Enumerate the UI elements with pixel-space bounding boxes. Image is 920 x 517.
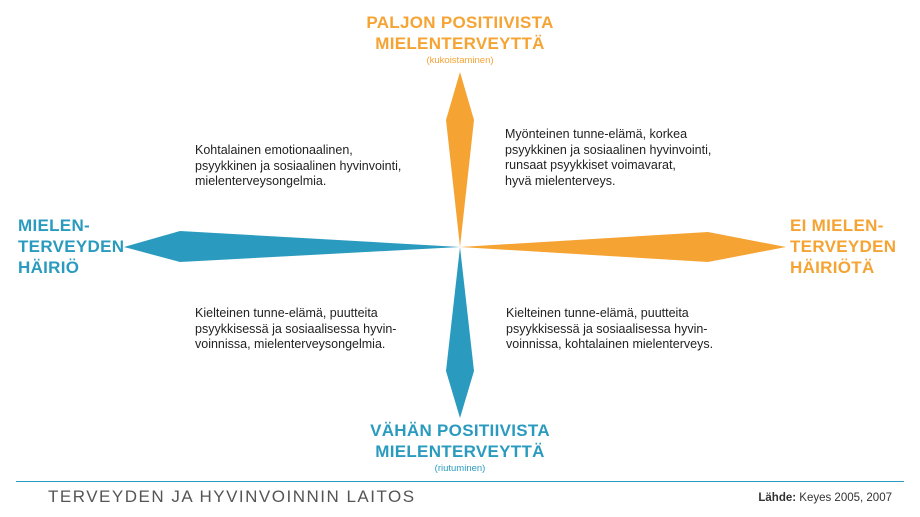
footer-source-label: Lähde: [758, 492, 797, 504]
footer-divider [16, 481, 904, 482]
footer-source-text: Keyes 2005, 2007 [796, 492, 892, 504]
footer-organization: TERVEYDEN JA HYVINVOINNIN LAITOS [48, 487, 416, 506]
quadrant-top-left-text: Kohtalainen emotionaalinen, psyykkinen ja sosiaalinen hyvinvointi, mielenterveysongelmia. [195, 143, 402, 189]
top-axis-title: PALJON POSITIIVISTA MIELENTERVEYTTÄ [366, 13, 554, 53]
bottom-axis-subtitle: (riutuminen) [434, 463, 486, 474]
left-arrow [124, 231, 460, 262]
right-axis-title: EI MIELEN- TERVEYDEN HÄIRIÖTÄ [790, 216, 897, 277]
footer-source [758, 492, 892, 504]
left-axis-title: MIELEN- TERVEYDEN HÄIRIÖ [18, 216, 125, 277]
quadrant-bottom-left-text: Kielteinen tunne-elämä, puutteita psyykkisessä ja sosiaalisessa hyvin- voinnissa, mielenterveysongelmia. [195, 306, 397, 352]
right-arrow [460, 232, 786, 262]
top-axis-subtitle: (kukoistaminen) [426, 55, 494, 66]
quadrant-bottom-right-text: Kielteinen tunne-elämä, puutteita psyykkisessä ja sosiaalisessa hyvin- voinnissa, kohtalainen mielenterveys. [506, 306, 714, 352]
quadrant-top-right-text: Myönteinen tunne-elämä, korkea psyykkinen ja sosiaalinen hyvinvointi, runsaat psyykkiset voimavarat, hyvä mielenterveys. [505, 127, 712, 188]
bottom-axis-title: VÄHÄN POSITIIVISTA MIELENTERVEYTTÄ [370, 421, 550, 461]
